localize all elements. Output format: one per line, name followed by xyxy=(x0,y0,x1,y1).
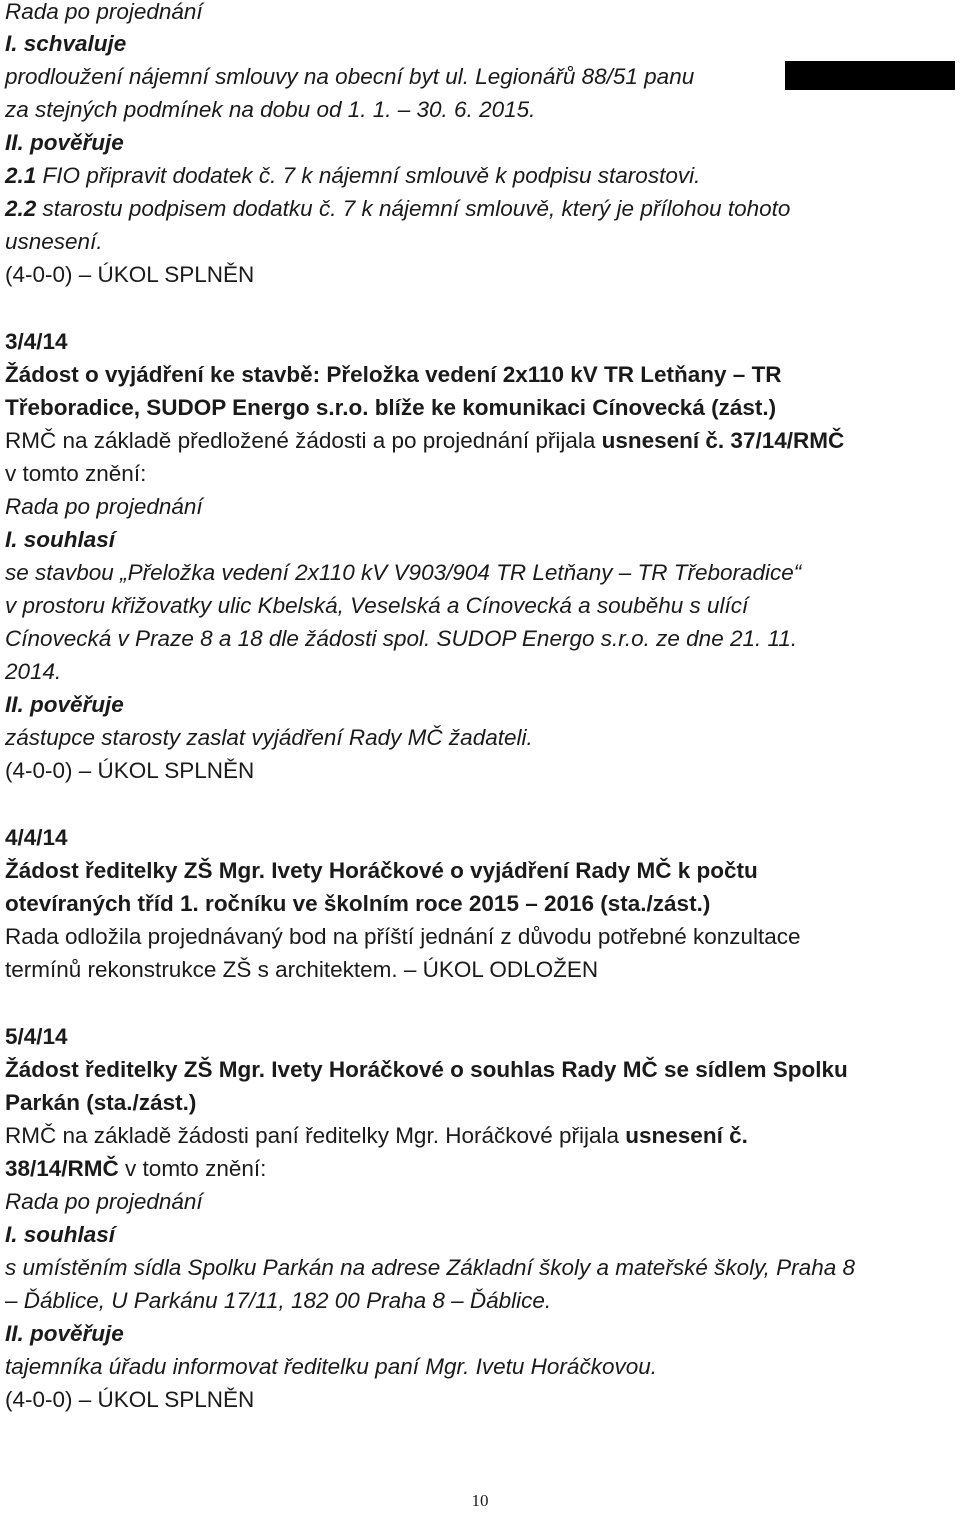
body-line: zástupce starosty zaslat vyjádření Rady MČ žadateli. xyxy=(5,725,533,750)
redaction-box xyxy=(785,61,955,90)
decision-heading: I. schvaluje xyxy=(5,31,127,56)
decision-heading: II. pověřuje xyxy=(5,1321,124,1346)
item-title: Parkán (sta./zást.) xyxy=(5,1090,197,1115)
item-number: 2.1 xyxy=(5,163,37,188)
vote-result: (4-0-0) – ÚKOL SPLNĚN xyxy=(5,758,255,783)
body-text: v tomto znění: xyxy=(118,1156,267,1181)
body-line xyxy=(5,1120,748,1152)
body-line: – Ďáblice, U Parkánu 17/11, 182 00 Praha 8 – Ďáblice. xyxy=(5,1288,552,1313)
page-number: 10 xyxy=(471,1491,489,1510)
body-line: 2014. xyxy=(5,659,62,684)
resolution-number: usnesení č. 37/14/RMČ xyxy=(601,428,845,453)
body-line: za stejných podmínek na dobu od 1. 1. – 30. 6. 2015. xyxy=(5,97,536,122)
body-line: s umístěním sídla Spolku Parkán na adrese Základní školy a mateřské školy, Praha 8 xyxy=(5,1255,855,1280)
resolution-number: 38/14/RMČ xyxy=(5,1156,119,1181)
resolution-number: usnesení č. xyxy=(625,1123,748,1148)
body-line: Cínovecká v Praze 8 a 18 dle žádosti spol. SUDOP Energo s.r.o. ze dne 21. 11. xyxy=(5,626,798,651)
vote-result: (4-0-0) – ÚKOL SPLNĚN xyxy=(5,262,255,287)
item-number: 2.2 xyxy=(5,196,37,221)
body-line: Rada po projednání xyxy=(5,494,203,519)
item-title: otevíraných tříd 1. ročníku ve školním roce 2015 – 2016 (sta./zást.) xyxy=(5,891,711,916)
item-title: Žádost ředitelky ZŠ Mgr. Ivety Horáčkové o vyjádření Rady MČ k počtu xyxy=(5,858,758,883)
body-line: v tomto znění: xyxy=(5,461,147,486)
decision-heading: I. souhlasí xyxy=(5,1222,116,1247)
item-number: 5/4/14 xyxy=(5,1024,68,1049)
body-line xyxy=(5,193,790,225)
body-line xyxy=(5,1153,266,1185)
item-number: 3/4/14 xyxy=(5,329,68,354)
body-line: usnesení. xyxy=(5,229,103,254)
body-line: tajemníka úřadu informovat ředitelku paní Mgr. Ivetu Horáčkovou. xyxy=(5,1354,657,1379)
body-line: prodloužení nájemní smlouvy na obecní byt ul. Legionářů 88/51 panu xyxy=(5,64,695,89)
body-line: Rada po projednání xyxy=(5,0,203,24)
item-text: starostu podpisem dodatku č. 7 k nájemní smlouvě, který je přílohou tohoto xyxy=(36,196,791,221)
item-number: 4/4/14 xyxy=(5,825,68,850)
decision-heading: I. souhlasí xyxy=(5,527,116,552)
body-line: termínů rekonstrukce ZŠ s architektem. – ÚKOL ODLOŽEN xyxy=(5,957,599,982)
vote-result: (4-0-0) – ÚKOL SPLNĚN xyxy=(5,1387,255,1412)
body-text: RMČ na základě předložené žádosti a po projednání přijala xyxy=(5,428,602,453)
item-title: Třeboradice, SUDOP Energo s.r.o. blíže ke komunikaci Cínovecká (zást.) xyxy=(5,395,777,420)
body-line: Rada po projednání xyxy=(5,1189,203,1214)
item-text: FIO připravit dodatek č. 7 k nájemní smlouvě k podpisu starostovi. xyxy=(36,163,701,188)
body-line: Rada odložila projednávaný bod na příští jednání z důvodu potřebné konzultace xyxy=(5,924,801,949)
body-text: RMČ na základě žádosti paní ředitelky Mgr. Horáčkové přijala xyxy=(5,1123,626,1148)
item-title: Žádost ředitelky ZŠ Mgr. Ivety Horáčkové o souhlas Rady MČ se sídlem Spolku xyxy=(5,1057,848,1082)
body-line xyxy=(5,425,844,457)
item-title: Žádost o vyjádření ke stavbě: Přeložka vedení 2x110 kV TR Letňany – TR xyxy=(5,362,782,387)
body-line xyxy=(5,160,700,192)
decision-heading: II. pověřuje xyxy=(5,692,124,717)
body-line: se stavbou „Přeložka vedení 2x110 kV V903/904 TR Letňany – TR Třeboradice“ xyxy=(5,560,802,585)
body-line: v prostoru křižovatky ulic Kbelská, Veselská a Cínovecká a souběhu s ulící xyxy=(5,593,749,618)
decision-heading: II. pověřuje xyxy=(5,130,124,155)
